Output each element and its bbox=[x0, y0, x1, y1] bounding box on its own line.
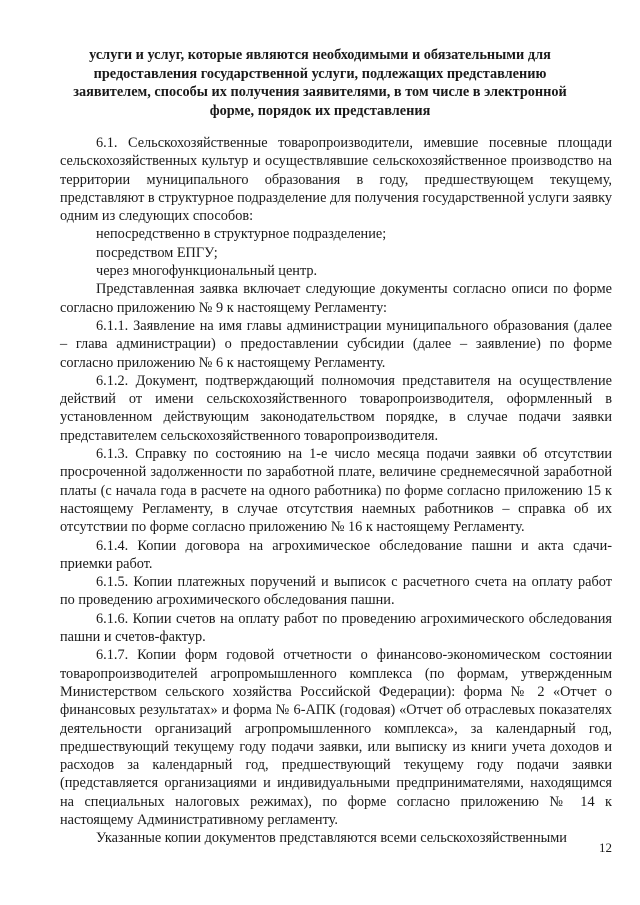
list-item-mfc: через многофункциональный центр. bbox=[96, 263, 318, 280]
document-body bbox=[60, 134, 612, 848]
paragraph-6-1-4: 6.1.4. Копии договора на агрохимическое обследование пашни и акта сдачи-приемки работ. bbox=[60, 537, 612, 572]
paragraph-documents-intro: Представленная заявка включает следующие документы согласно описи по форме согласно приложению № 9 к настоящему Регламенту: bbox=[60, 281, 612, 316]
paragraph-6-1-2: 6.1.2. Документ, подтверждающий полномочия представителя на осуществление действий от имени сельскохозяйственного товаропроизводителя, оформленный в установленном действующим законодательством порядке, в случае подачи заявки представителем сельскохозяйственного товаропроизводителя. bbox=[60, 372, 612, 444]
paragraph-6-1-5: 6.1.5. Копии платежных поручений и выписок с расчетного счета на оплату работ по проведению агрохимического обследования пашни. bbox=[60, 574, 612, 609]
heading-line: форме, порядок их представления bbox=[209, 102, 431, 119]
paragraph-6-1-3: 6.1.3. Справку по состоянию на 1-е число месяца подачи заявки об отсутствии просроченной задолженности по заработной плате, величине среднемесячной заработной платы (с начала года в расчете на одного работника) по форме согласно приложению 15 к настоящему Регламенту, в случае отсутствия наемных работников – справка об их отсутствии по форме согласно приложению № 16 к настоящему Регламенту. bbox=[60, 446, 612, 536]
page-number: 12 bbox=[599, 840, 612, 855]
paragraph-6-1-7: 6.1.7. Копии форм годовой отчетности о финансово-экономическом состоянии товаропроизводителей агропромышленного комплекса (по формам, утвержденным Министерством сельского хозяйства Российской Федерации): форма № 2 «Отчет о финансовых результатах» и форма № 6-АПК (годовая) «Отчет об отраслевых показателях деятельности организаций агропромышленного комплекса», за календарный год, предшествующий текущему году подачи заявки, или выписку из книги учета доходов и расходов за календарный год, предшествующий текущему году подачи заявки (представляется организациями и индивидуальными предпринимателями, находящимся на специальных налоговых режимах), по форме согласно приложению № 14 к настоящему Административному регламенту. bbox=[60, 647, 612, 828]
heading-line: предоставления государственной услуги, подлежащих представлению bbox=[93, 65, 547, 82]
paragraph-6-1-6: 6.1.6. Копии счетов на оплату работ по проведению агрохимического обследования пашни и счетов-фактур. bbox=[60, 610, 612, 646]
paragraph-6-1: 6.1. Сельскохозяйственные товаропроизводители, имевшие посевные площади сельскохозяйственных культур и осуществлявшие сельскохозяйственное производство на территории муниципального образования в году, предшествующем текущему, представляют в структурное подразделение для получения государственной услуги заявку одним из следующих способов: bbox=[60, 135, 612, 225]
list-item-structural-unit: непосредственно в структурное подразделение; bbox=[96, 226, 387, 243]
heading-line: заявителем, способы их получения заявителями, в том числе в электронной bbox=[73, 84, 567, 101]
section-heading bbox=[60, 46, 580, 120]
paragraph-6-1-1: 6.1.1. Заявление на имя главы администрации муниципального образования (далее – глава администрации) о предоставлении субсидии (далее – заявление) по форме согласно приложению № 6 к настоящему Регламенту. bbox=[60, 317, 612, 371]
heading-line: услуги и услуг, которые являются необходимыми и обязательными для bbox=[89, 47, 551, 63]
paragraph-copies-note: Указанные копии документов представляются всеми сельскохозяйственными bbox=[96, 830, 567, 847]
list-item-epgu: посредством ЕПГУ; bbox=[96, 244, 218, 261]
